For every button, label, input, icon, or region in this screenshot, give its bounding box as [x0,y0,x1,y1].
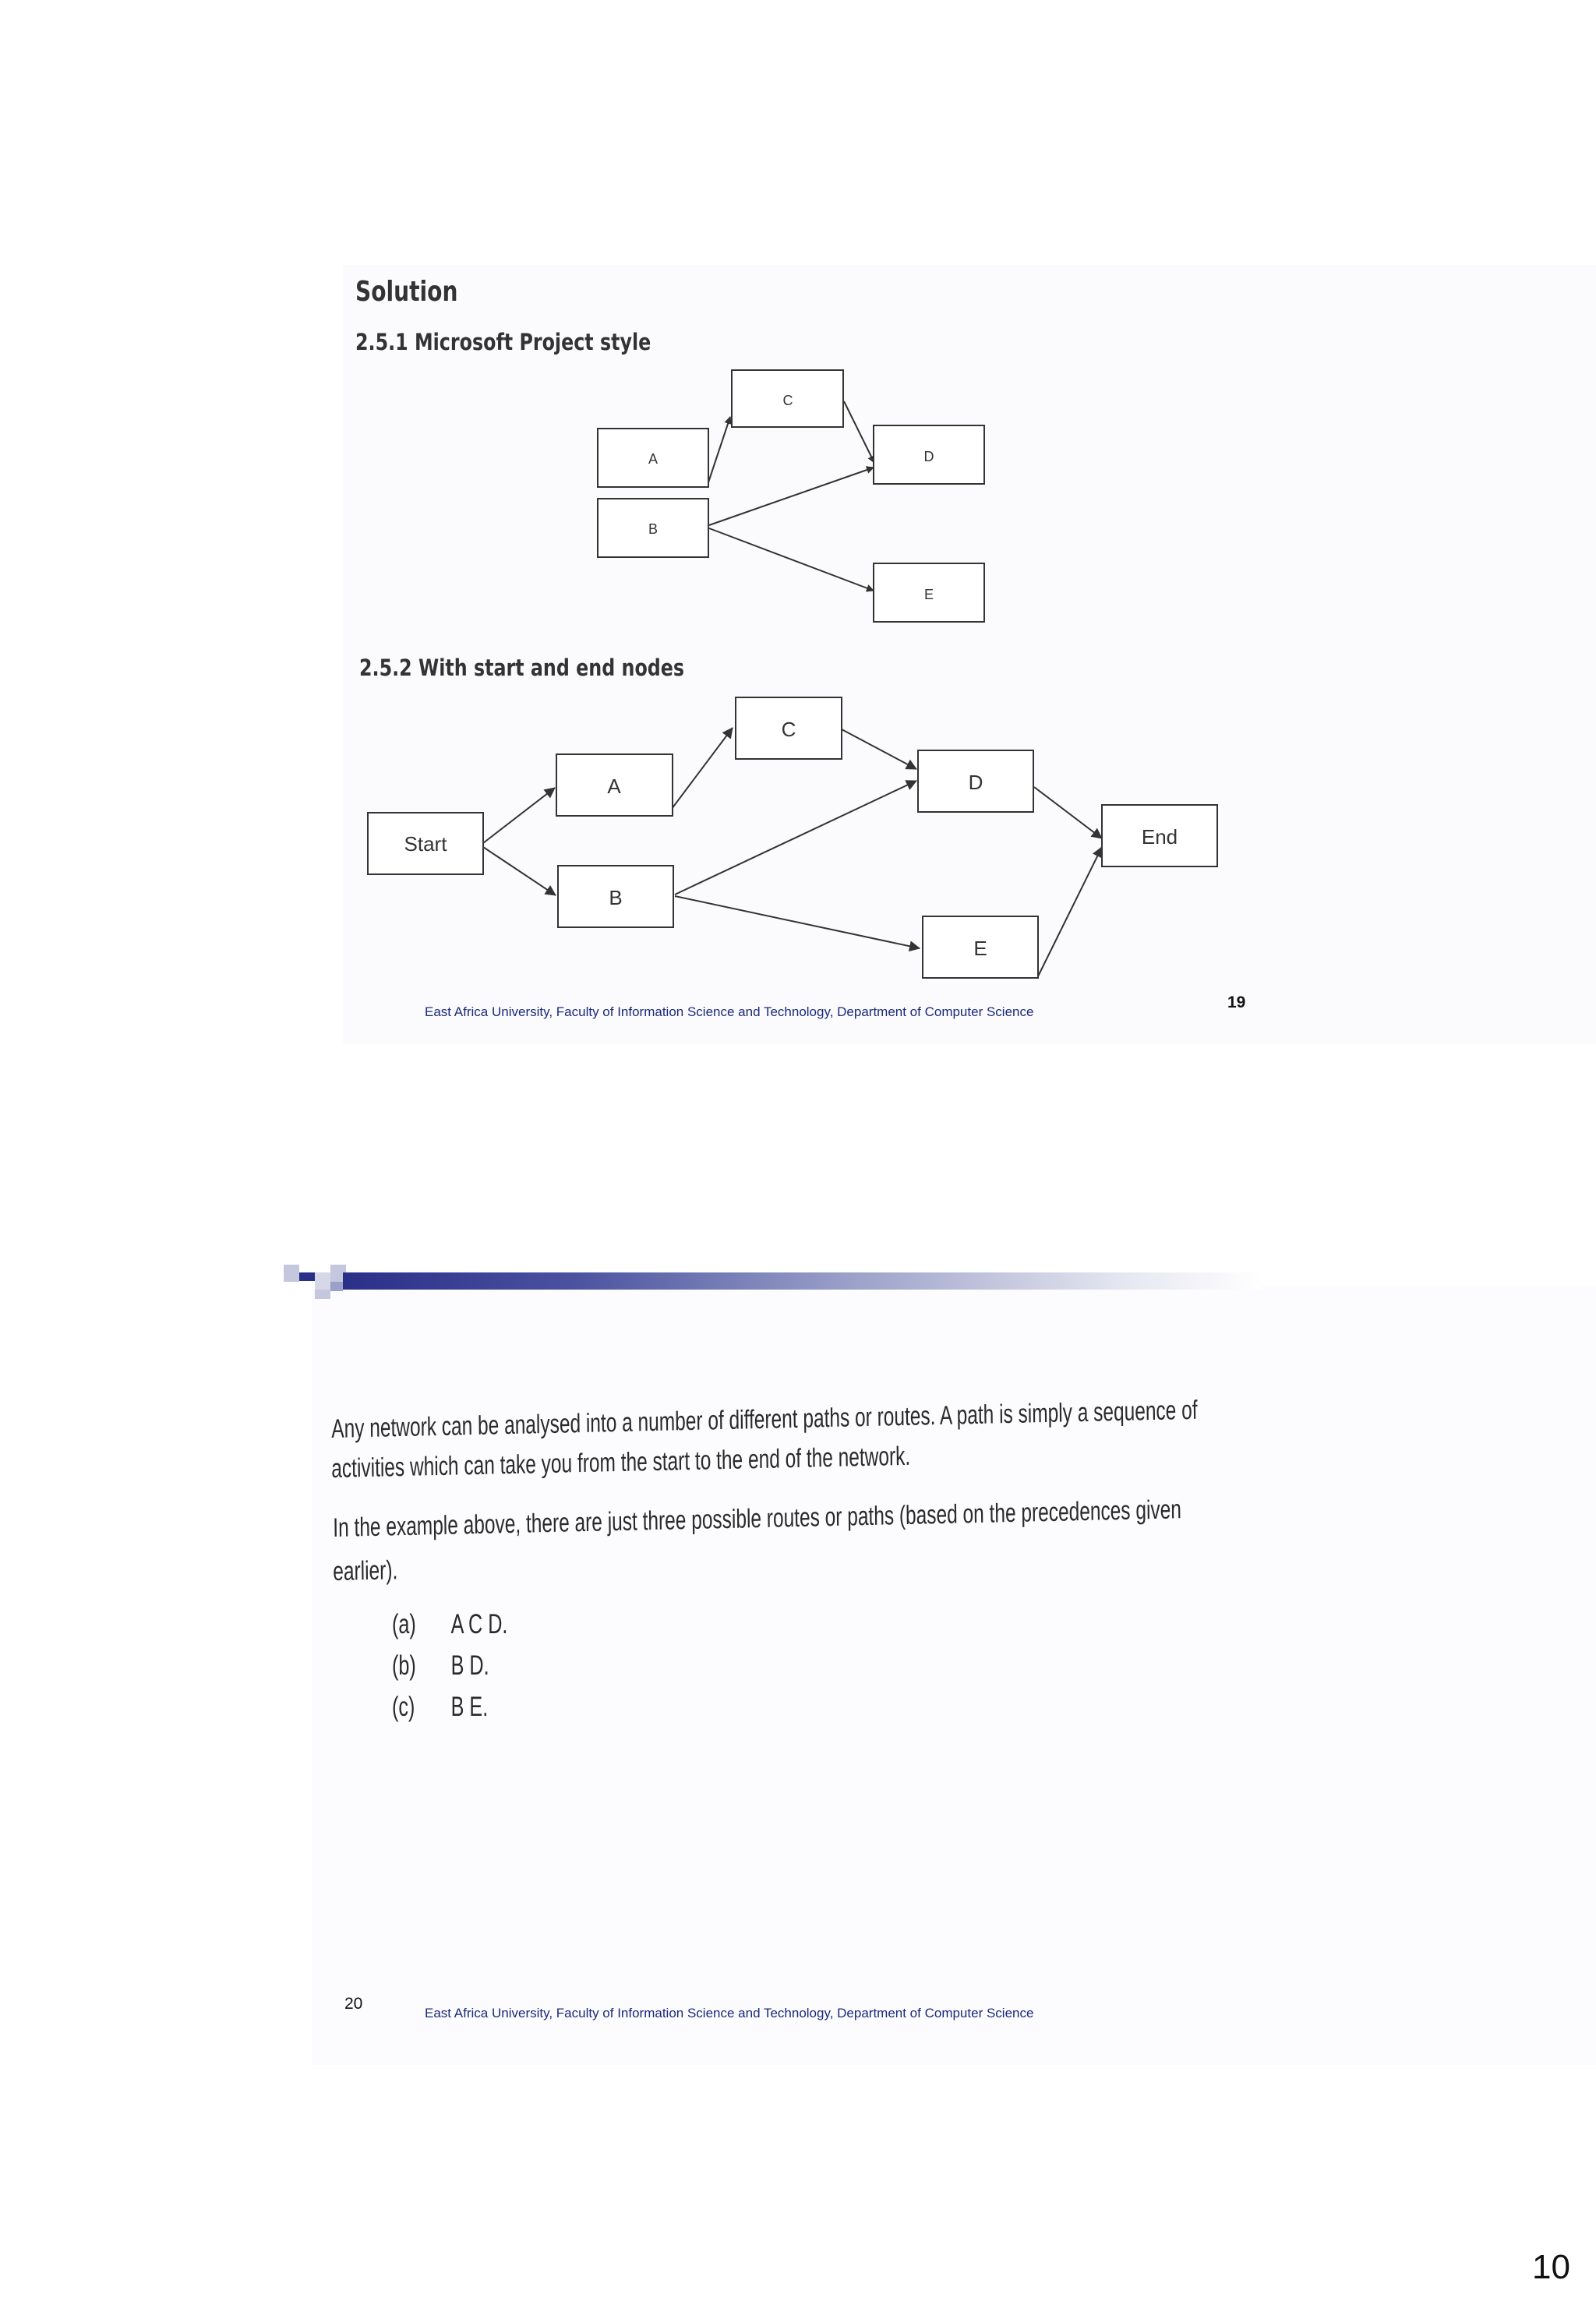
path-item-a [392,1609,507,1640]
path-marker: (c) [392,1692,415,1722]
path-marker: (a) [392,1609,416,1639]
paragraph-2-line-2: earlier). [333,1555,398,1586]
node-c-label: C [781,718,796,741]
paragraph-1-line-1: Any network can be analysed into a number of different paths or routes. A path is simply a sequence of [331,1395,1198,1444]
edge-d-end [1034,787,1102,838]
page-number: 10 [1532,2248,1570,2286]
path-text: B D. [450,1650,489,1681]
node-e-label: E [973,937,987,960]
path-text: A C D. [450,1609,508,1639]
node-start-label: Start [404,832,447,856]
solution-title: Solution [355,276,458,308]
node-a-label: A [607,775,621,798]
node-a-label: A [648,451,659,467]
paragraph-1-line-2: activities which can take you from the start to the end of the network. [331,1441,911,1484]
slide-19-number: 19 [1227,993,1246,1011]
slide-19-footer: East Africa University, Faculty of Information Science and Technology, Department of Computer Science [425,1004,1034,1019]
node-e-label: E [923,587,934,602]
node-b-label: B [648,521,659,537]
edge-start-b [483,847,556,895]
section-2-5-2-heading: 2.5.2 With start and end nodes [359,655,685,681]
node-end-label: End [1141,825,1178,849]
header-gradient-bar [343,1272,1262,1290]
network-diagram-start-end [0,0,1596,1013]
edge-b-e [675,896,920,948]
section-2-5-1-heading: 2.5.1 Microsoft Project style [355,329,651,355]
node-c-label: C [782,393,793,408]
edge-start-a [483,788,555,843]
edge-b-d [675,781,916,895]
edge-e-end [1038,847,1102,976]
path-item-c [392,1692,488,1723]
paragraph-2-line-1: In the example above, there are just three possible routes or paths (based on the precedences given [333,1495,1182,1543]
slide-20-number: 20 [344,1995,363,2013]
path-text: B E. [450,1692,489,1722]
path-item-b [392,1650,489,1682]
node-d-label: D [923,449,934,464]
node-b-label: B [609,886,623,909]
edge-c-d [842,729,916,769]
edge-a-c [672,728,733,809]
node-d-label: D [968,771,983,794]
slide-20-footer: East Africa University, Faculty of Information Science and Technology, Department of Computer Science [425,2006,1034,2020]
path-marker: (b) [392,1650,416,1681]
